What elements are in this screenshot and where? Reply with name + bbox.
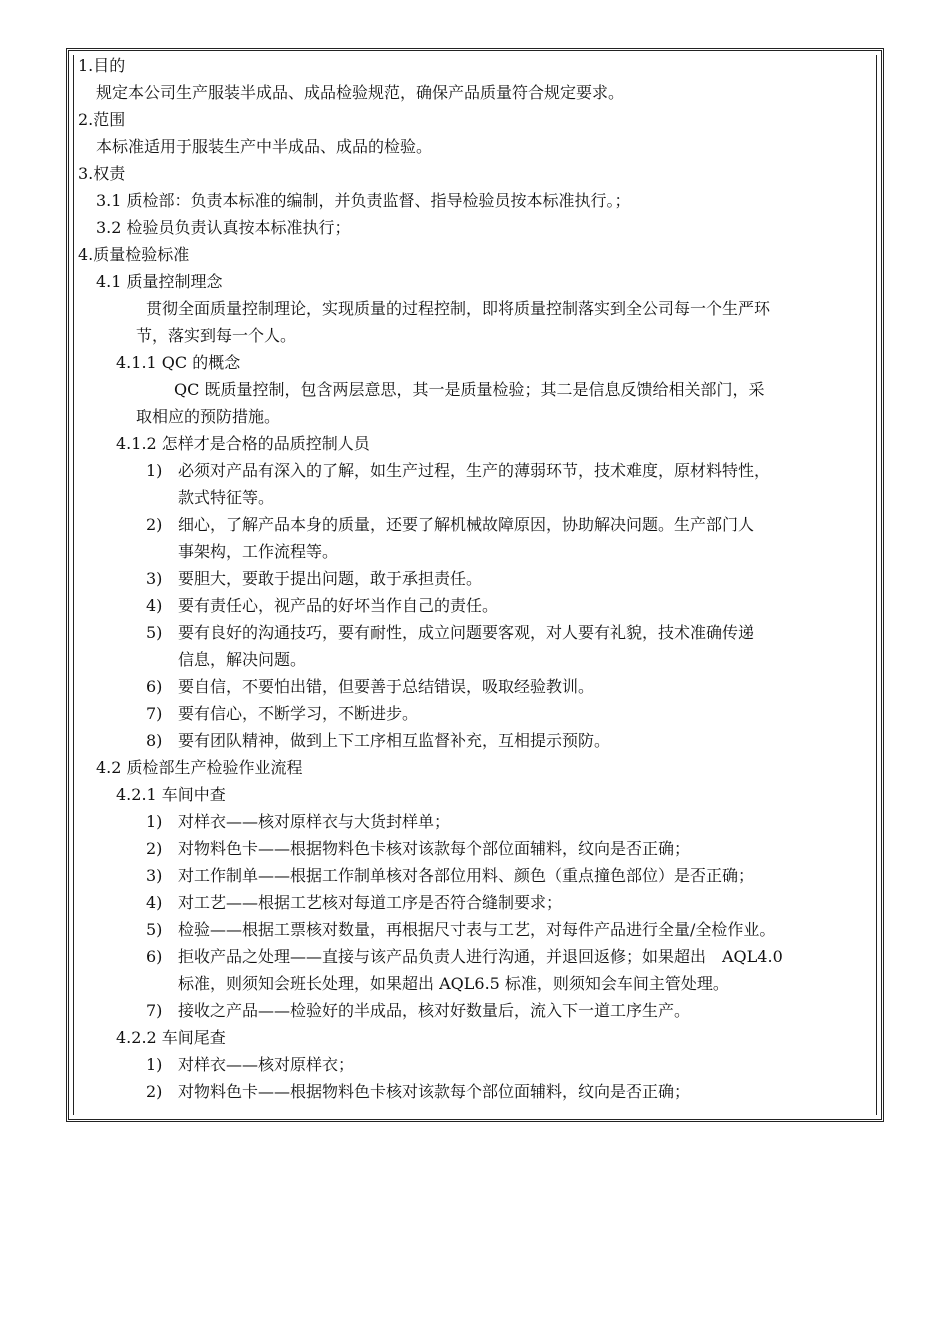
section-4-2-2-title: 4.2.2 车间尾查 xyxy=(116,1028,226,1047)
section-2-text: 本标准适用于服装生产中半成品、成品的检验。 xyxy=(96,137,433,156)
list-item-text: 要胆大，要敢于提出问题，敢于承担责任。 xyxy=(178,569,483,588)
list-item-number: 6) xyxy=(146,677,163,696)
list-item-number: 2) xyxy=(146,1082,163,1101)
list-item-text: 对物料色卡——根据物料色卡核对该款每个部位面辅料，纹向是否正确； xyxy=(178,839,691,858)
list-item-number: 5) xyxy=(146,623,163,642)
list-item-number: 1) xyxy=(146,812,163,831)
list-item-text: 接收之产品——检验好的半成品，核对好数量后，流入下一道工序生产。 xyxy=(178,1001,691,1020)
list-item xyxy=(78,808,876,835)
list-item-continuation: 信息，解决问题。 xyxy=(178,650,307,669)
list-item-text: 拒收产品之处理——直接与该产品负责人进行沟通，并退回返修；如果超出 AQL4.0 xyxy=(178,947,783,966)
list-item-number: 3) xyxy=(146,866,163,885)
list-item xyxy=(78,457,876,484)
section-2-title: 2.范围 xyxy=(78,110,126,129)
qc-requirements-list xyxy=(78,457,876,754)
list-item xyxy=(78,727,876,754)
list-item-text: 细心，了解产品本身的质量，还要了解机械故障原因，协助解决问题。生产部门人 xyxy=(178,515,755,534)
list-item-number: 3) xyxy=(146,569,163,588)
list-item xyxy=(78,997,876,1024)
list-item xyxy=(78,916,876,943)
list-item-text: 要自信，不要怕出错，但要善于总结错误，吸取经验教训。 xyxy=(178,677,595,696)
section-4-1-1-text-line2: 取相应的预防措施。 xyxy=(136,407,281,426)
section-4-1-1-text-line1: QC 既质量控制，包含两层意思，其一是质量检验；其二是信息反馈给相关部门，采 xyxy=(174,380,765,399)
document-body xyxy=(78,52,876,1105)
mid-inspection-list xyxy=(78,808,876,1024)
list-item-number: 4) xyxy=(146,893,163,912)
section-4-title: 4.质量检验标准 xyxy=(78,245,190,264)
list-item-text: 要有良好的沟通技巧，要有耐性，成立问题要客观，对人要有礼貌，技术准确传递 xyxy=(178,623,755,642)
list-item-number: 2) xyxy=(146,515,163,534)
section-4-1-text-line2: 节，落实到每一个人。 xyxy=(136,326,297,345)
section-3-title: 3.权责 xyxy=(78,164,126,183)
list-item-number: 4) xyxy=(146,596,163,615)
list-item-number: 2) xyxy=(146,839,163,858)
list-item-number: 8) xyxy=(146,731,163,750)
list-item-number: 1) xyxy=(146,461,163,480)
list-item-text: 对工艺——根据工艺核对每道工序是否符合缝制要求； xyxy=(178,893,563,912)
list-item xyxy=(78,700,876,727)
list-item-number: 5) xyxy=(146,920,163,939)
list-item-text: 对物料色卡——根据物料色卡核对该款每个部位面辅料，纹向是否正确； xyxy=(178,1082,691,1101)
section-4-1-title: 4.1 质量控制理念 xyxy=(96,272,223,291)
list-item xyxy=(78,565,876,592)
final-inspection-list xyxy=(78,1051,876,1105)
list-item-text: 要有责任心，视产品的好坏当作自己的责任。 xyxy=(178,596,499,615)
list-item xyxy=(78,1078,876,1105)
list-item xyxy=(78,889,876,916)
list-item-continuation: 款式特征等。 xyxy=(178,488,275,507)
section-4-2-1-title: 4.2.1 车间中查 xyxy=(116,785,226,804)
list-item-text: 要有团队精神，做到上下工序相互监督补充，互相提示预防。 xyxy=(178,731,611,750)
list-item xyxy=(78,835,876,862)
list-item-text: 对样衣——核对原样衣与大货封样单； xyxy=(178,812,451,831)
list-item-number: 1) xyxy=(146,1055,163,1074)
list-item xyxy=(78,619,876,646)
section-3-1: 3.1 质检部：负责本标准的编制，并负责监督、指导检验员按本标准执行。； xyxy=(96,191,631,210)
section-4-2-title: 4.2 质检部生产检验作业流程 xyxy=(96,758,303,777)
list-item-text: 必须对产品有深入的了解，如生产过程，生产的薄弱环节，技术难度，原材料特性， xyxy=(178,461,771,480)
section-1-title: 1.目的 xyxy=(78,56,126,75)
section-4-1-1-title: 4.1.1 QC 的概念 xyxy=(116,353,241,372)
list-item-number: 7) xyxy=(146,1001,163,1020)
list-item xyxy=(78,943,876,970)
list-item-text: 对样衣——核对原样衣； xyxy=(178,1055,355,1074)
section-4-1-2-title: 4.1.2 怎样才是合格的品质控制人员 xyxy=(116,434,370,453)
list-item-text: 对工作制单——根据工作制单核对各部位用料、颜色（重点撞色部位）是否正确； xyxy=(178,866,755,885)
section-1-text: 规定本公司生产服装半成品、成品检验规范，确保产品质量符合规定要求。 xyxy=(96,83,625,102)
list-item xyxy=(78,511,876,538)
list-item-number: 7) xyxy=(146,704,163,723)
section-3-2: 3.2 检验员负责认真按本标准执行； xyxy=(96,218,351,237)
list-item-number: 6) xyxy=(146,947,163,966)
list-item-continuation: 事架构，工作流程等。 xyxy=(178,542,339,561)
list-item-text: 检验——根据工票核对数量，再根据尺寸表与工艺，对每件产品进行全量/全检作业。 xyxy=(178,920,776,939)
list-item-continuation: 标准，则须知会班长处理，如果超出 AQL6.5 标准，则须知会车间主管处理。 xyxy=(178,974,729,993)
list-item xyxy=(78,862,876,889)
list-item xyxy=(78,1051,876,1078)
list-item-text: 要有信心，不断学习，不断进步。 xyxy=(178,704,419,723)
list-item xyxy=(78,592,876,619)
list-item xyxy=(78,673,876,700)
section-4-1-text-line1: 贯彻全面质量控制理论，实现质量的过程控制，即将质量控制落实到全公司每一个生严环 xyxy=(146,299,771,318)
